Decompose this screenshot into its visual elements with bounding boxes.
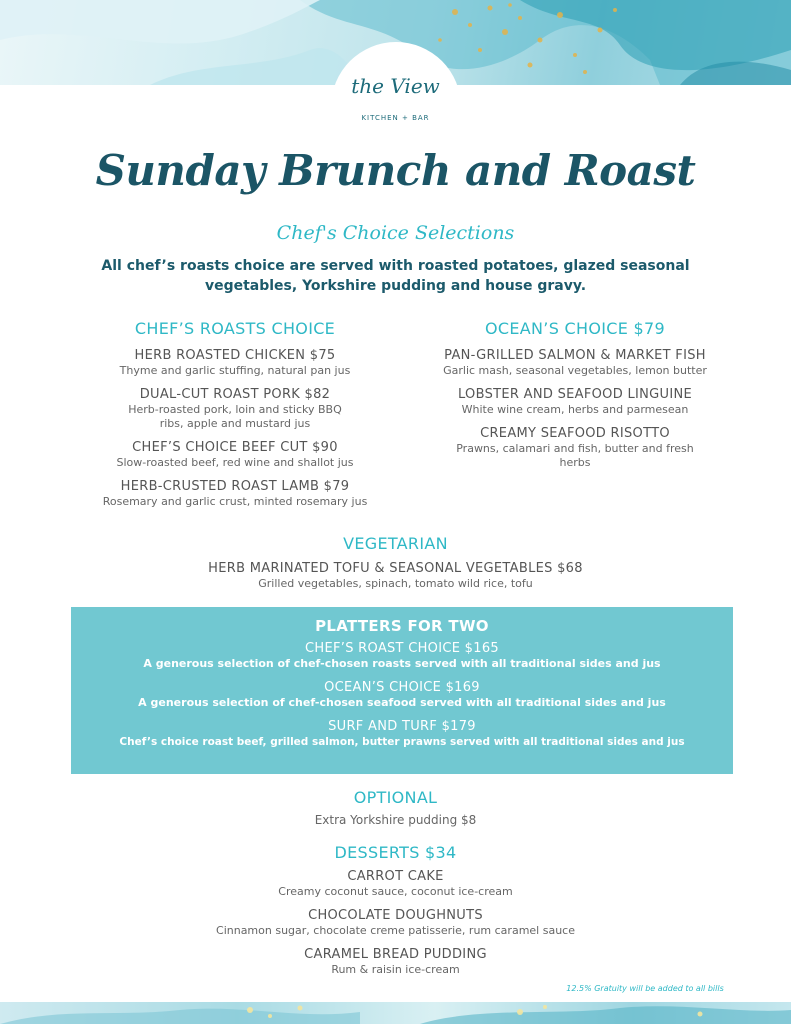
item-description: White wine cream, herbs and parmesean	[461, 403, 689, 416]
page-title: Sunday Brunch and Roast	[95, 146, 696, 195]
bottom-banner-artwork	[0, 1002, 791, 1024]
item-description: Prawns, calamari and fish, butter and fresh herbs	[456, 442, 694, 469]
item-name: CHEF’S ROAST CHOICE $165	[305, 641, 499, 656]
item-description: Cinnamon sugar, chocolate creme patisserie, rum caramel sauce	[216, 924, 575, 937]
section-heading: VEGETARIAN	[343, 534, 448, 553]
menu-item	[70, 348, 400, 378]
logo-wordmark: the View	[351, 74, 440, 98]
menu-item	[70, 387, 400, 431]
item-description: Herb-roasted pork, loin and sticky BBQ ribs, apple and mustard jus	[128, 403, 342, 430]
item-description: Creamy coconut sauce, coconut ice-cream	[278, 885, 513, 898]
menu-item	[71, 719, 733, 749]
item-name: HERB-CRUSTED ROAST LAMB $79	[120, 479, 350, 494]
intro-text: All chef’s roasts choice are served with roasted potatoes, glazed seasonal vegetables, Yorkshire pudding and house gravy.	[101, 258, 690, 294]
item-description: Rum & raisin ice-cream	[331, 963, 460, 976]
item-description: Rosemary and garlic crust, minted rosemary jus	[102, 495, 368, 508]
item-description: Slow-roasted beef, red wine and shallot jus	[116, 456, 354, 469]
menu-item	[410, 348, 740, 378]
gratuity-note: 12.5% Gratuity will be added to all bills	[566, 984, 724, 993]
item-description: Thyme and garlic stuffing, natural pan jus	[119, 364, 351, 377]
item-name: CHEF’S CHOICE BEEF CUT $90	[132, 440, 338, 455]
item-name: CARAMEL BREAD PUDDING	[304, 947, 487, 962]
item-name: HERB MARINATED TOFU & SEASONAL VEGETABLES $68	[208, 561, 583, 576]
menu-item	[71, 641, 733, 671]
section-heading: CHEF’S ROASTS CHOICE	[134, 319, 336, 338]
oceans-choice-section	[410, 319, 740, 479]
section-heading: OPTIONAL	[353, 788, 438, 807]
section-heading: OCEAN’S CHOICE $79	[485, 319, 665, 338]
item-description: Chef’s choice roast beef, grilled salmon, butter prawns served with all traditional sides and jus	[119, 736, 685, 748]
menu-item	[0, 947, 791, 977]
menu-item	[0, 869, 791, 899]
item-description: A generous selection of chef-chosen roasts served with all traditional sides and jus	[143, 657, 661, 670]
menu-item	[0, 908, 791, 938]
section-heading: PLATTERS FOR TWO	[315, 617, 489, 635]
section-heading: DESSERTS $34	[334, 843, 457, 862]
item-name: CREAMY SEAFOOD RISOTTO	[480, 426, 670, 441]
menu-item	[71, 680, 733, 710]
item-name: CARROT CAKE	[347, 869, 444, 884]
vegetarian-section	[0, 534, 791, 591]
item-name: LOBSTER AND SEAFOOD LINGUINE	[457, 387, 693, 402]
item-description: Extra Yorkshire pudding $8	[314, 813, 477, 827]
item-name: CHOCOLATE DOUGHNUTS	[308, 908, 483, 923]
watercolor-decoration	[0, 1002, 791, 1024]
menu-item	[410, 387, 740, 417]
menu-item	[70, 440, 400, 470]
desserts-section	[0, 843, 791, 986]
chefs-roasts-section	[70, 319, 400, 518]
item-description: A generous selection of chef-chosen seafood served with all traditional sides and jus	[138, 696, 666, 709]
item-name: HERB ROASTED CHICKEN $75	[134, 348, 336, 363]
menu-item	[410, 426, 740, 470]
item-description: Grilled vegetables, spinach, tomato wild rice, tofu	[258, 577, 533, 590]
item-description: Garlic mash, seasonal vegetables, lemon butter	[443, 364, 707, 377]
menu-item	[70, 479, 400, 509]
item-name: SURF AND TURF $179	[328, 719, 476, 734]
item-name: DUAL-CUT ROAST PORK $82	[139, 387, 331, 402]
logo-tagline: KITCHEN + BAR	[361, 114, 430, 122]
optional-section	[0, 788, 791, 827]
item-name: OCEAN’S CHOICE $169	[324, 680, 480, 695]
page-subtitle: Chef's Choice Selections	[276, 222, 515, 244]
platters-section	[71, 607, 733, 774]
item-name: PAN-GRILLED SALMON & MARKET FISH	[444, 348, 706, 363]
